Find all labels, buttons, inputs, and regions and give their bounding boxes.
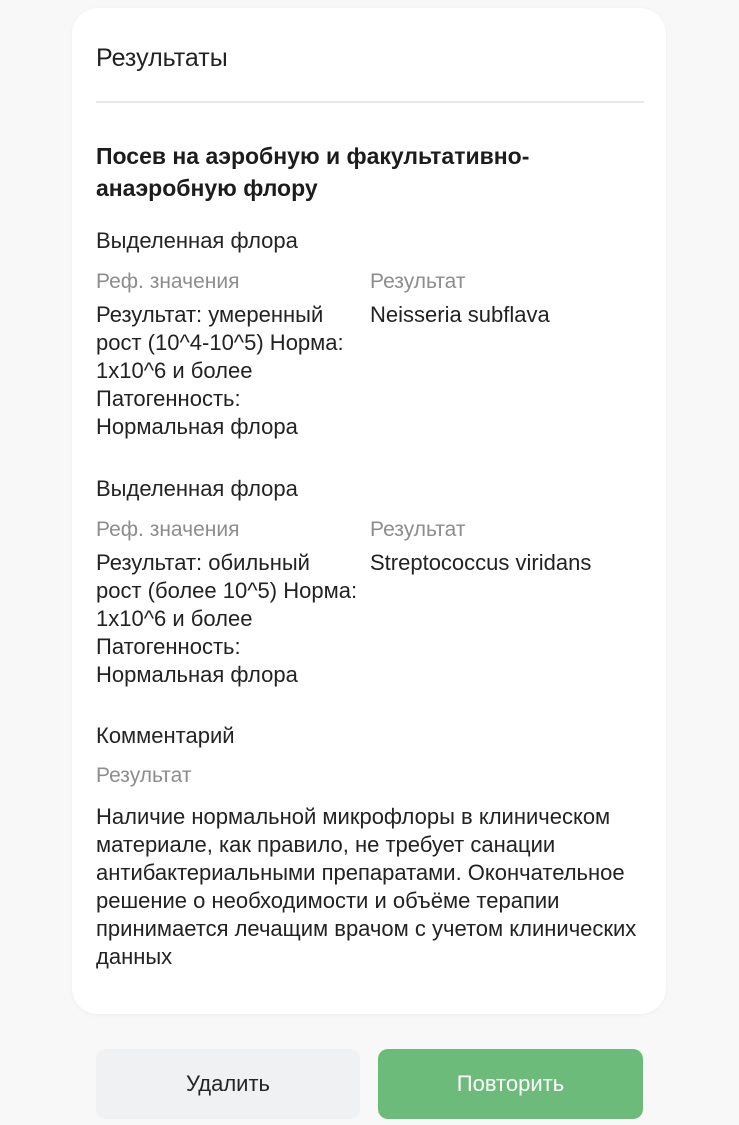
result-value-2: Streptococcus viridans <box>370 550 592 575</box>
result-label-2: Результат <box>370 518 466 541</box>
ref-values-label-2: Реф. значения <box>96 518 240 541</box>
comment-title: Комментарий <box>96 723 235 748</box>
result-value-1: Neisseria subflava <box>370 302 550 327</box>
section-title-flora-1: Выделенная флора <box>96 228 298 253</box>
ref-value-1: Результат: умеренный рост (10^4-10^5) Норма: 1x10^6 и более Патогенность: Нормальная флора <box>96 302 344 439</box>
ref-values-label-1: Реф. значения <box>96 270 240 293</box>
results-card <box>72 8 666 1014</box>
card-title: Результаты <box>96 44 228 72</box>
delete-button[interactable]: Удалить <box>96 1049 360 1119</box>
section-title-flora-2: Выделенная флора <box>96 476 298 501</box>
test-name: Посев на аэробную и факультативно-анаэробную флору <box>96 143 530 201</box>
comment-text: Наличие нормальной микрофлоры в клиническом материале, как правило, не требует санации антибактериальными препаратами. Окончательное решение о необходимости и объёме терапии принимается лечащим врачом с учетом клинических данных <box>96 804 637 969</box>
repeat-button[interactable]: Повторить <box>378 1049 643 1119</box>
result-label-1: Результат <box>370 270 466 293</box>
divider <box>96 101 644 103</box>
comment-result-label: Результат <box>96 764 192 787</box>
ref-value-2: Результат: обильный рост (более 10^5) Норма: 1x10^6 и более Патогенность: Нормальная флора <box>96 550 358 687</box>
